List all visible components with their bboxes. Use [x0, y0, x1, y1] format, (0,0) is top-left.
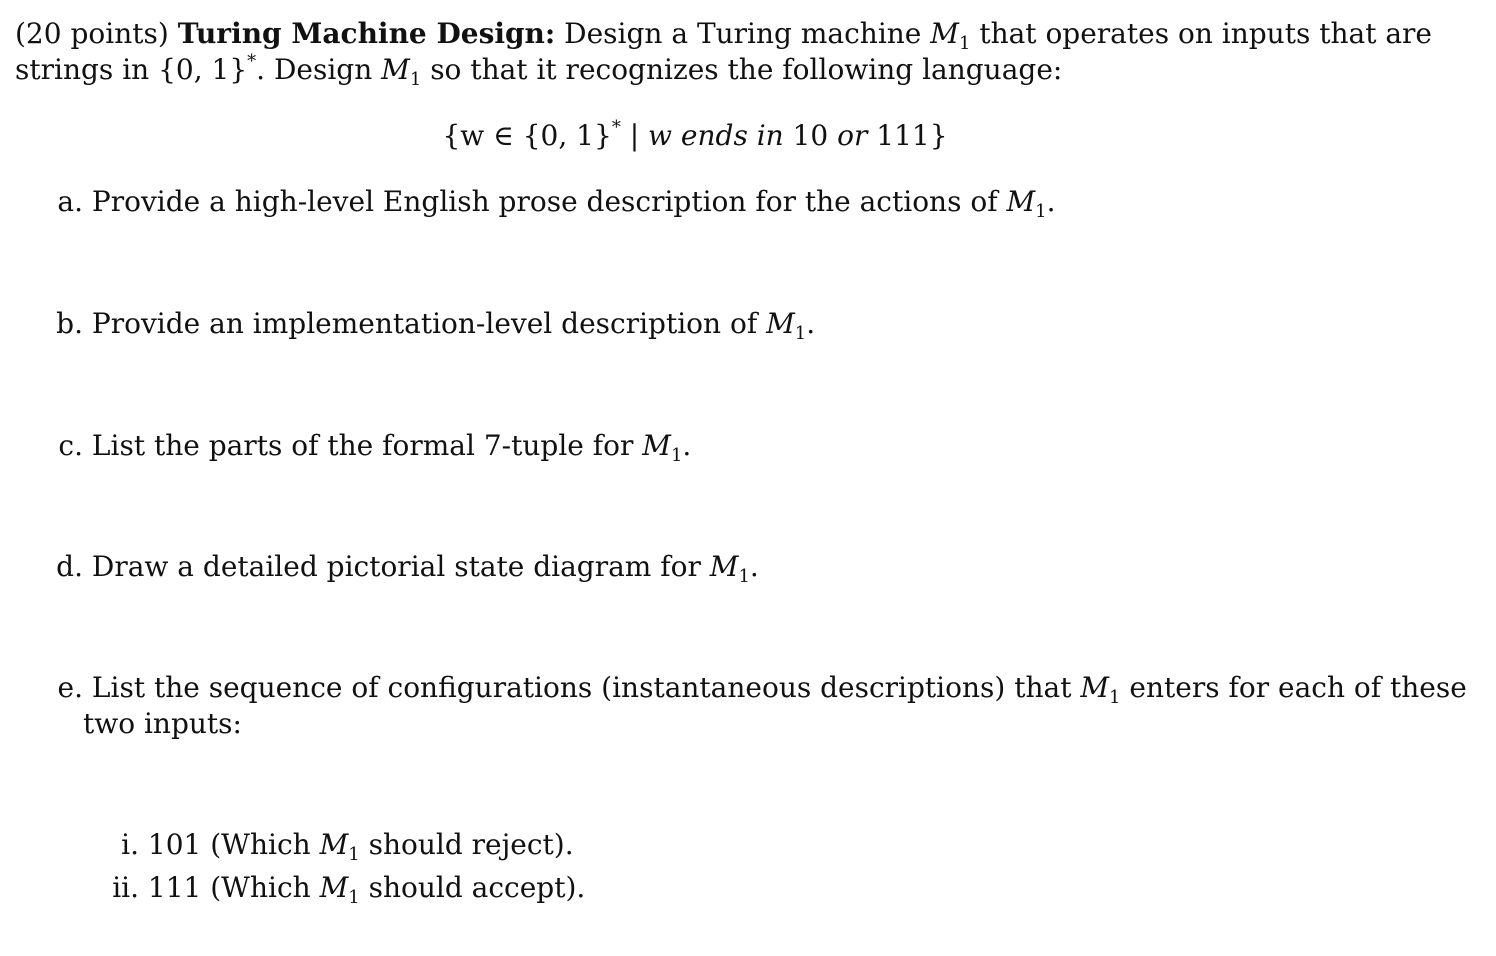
part-text: List the sequence of configurations (instantaneous descriptions) that	[91, 671, 1072, 704]
part-marker: a.	[57, 185, 83, 218]
intro-line-1	[15, 16, 1433, 54]
machine-symbol: $M_1$	[709, 550, 750, 587]
part-marker: d.	[56, 550, 83, 583]
part-continuation: two inputs:	[83, 707, 242, 740]
machine-symbol: $M_1$	[766, 307, 807, 344]
machine-symbol: $M_1$	[642, 429, 683, 466]
machine-symbol: $M_1$	[1006, 185, 1047, 222]
part-text: Draw a detailed pictorial state diagram for	[91, 550, 701, 583]
formula-num-10: 10	[783, 119, 838, 152]
part-text: Provide an implementation-level description of	[91, 307, 758, 340]
part-text-after: enters for each of these	[1129, 671, 1467, 704]
machine-symbol: $M_1$	[1080, 671, 1121, 708]
kleene-star: *	[247, 51, 257, 72]
part-e	[40, 670, 1467, 742]
input-item-ii	[95, 870, 795, 906]
problem-title: Turing Machine Design:	[177, 17, 556, 50]
input-marker: ii.	[112, 871, 139, 904]
intro-text-2-end: so that it recognizes the following language:	[430, 53, 1063, 86]
part-b: b. Provide an implementation-level description of $M_1$.	[40, 306, 1380, 342]
machine-symbol: $M_1$	[381, 53, 422, 90]
formula-star: *	[611, 117, 621, 138]
intro-text-2-mid: . Design	[256, 53, 373, 86]
part-marker: c.	[58, 429, 83, 462]
input-text: 111 (Which	[147, 871, 311, 904]
input-text: 101 (Which	[147, 828, 311, 861]
machine-symbol: $M_1$	[319, 828, 360, 865]
part-text: Provide a high-level English prose description for the actions of	[91, 185, 998, 218]
intro-text-1-rest: that operates on inputs that are	[979, 17, 1433, 50]
formula-open: {w ∈ {0, 1}	[442, 119, 612, 152]
intro-text-2: strings in {0, 1}	[15, 53, 248, 86]
formula-bar: |	[620, 119, 649, 152]
formula-condition: w ends in	[648, 119, 784, 152]
part-marker: b.	[56, 307, 83, 340]
input-text-after: should accept).	[368, 871, 586, 904]
intro-text-1: Design a Turing machine	[564, 17, 922, 50]
formula-num-111: 111}	[867, 119, 948, 152]
problem-intro	[15, 16, 1433, 90]
input-item-i	[95, 827, 795, 863]
formula-or: or	[837, 119, 868, 152]
input-text-after: should reject).	[368, 828, 574, 861]
part-c: c. List the parts of the formal 7-tuple for $M_1$.	[40, 428, 1380, 464]
language-formula	[0, 118, 1390, 154]
part-d: d. Draw a detailed pictorial state diagram for $M_1$.	[40, 549, 1380, 585]
input-marker: i.	[121, 828, 139, 861]
points-label: (20 points)	[15, 17, 169, 50]
machine-symbol: $M_1$	[319, 871, 360, 908]
intro-line-2	[15, 52, 1375, 88]
part-a: a. Provide a high-level English prose description for the actions of $M_1$.	[40, 184, 1380, 220]
machine-symbol: $M_1$	[930, 17, 971, 54]
part-marker: e.	[57, 671, 83, 704]
part-text: List the parts of the formal 7-tuple for	[91, 429, 634, 462]
